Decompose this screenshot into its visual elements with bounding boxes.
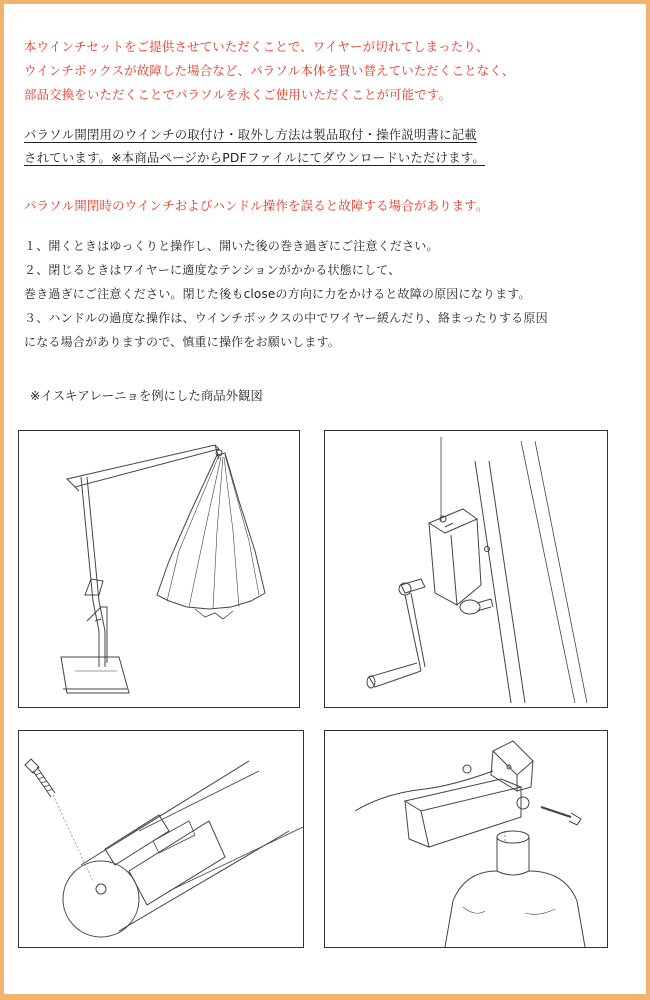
bracket-bolt-icon	[325, 731, 607, 947]
manual-note-line-2: されています。※本商品ページからPDFファイルにてダウンロードいただけます。	[24, 150, 485, 165]
parasol-figure-panel	[18, 430, 300, 708]
winch-box-handle-icon	[325, 431, 607, 707]
warning-text: パラソル開閉時のウインチおよびハンドル操作を誤ると故障する場合があります。	[24, 198, 489, 213]
instruction-line-4: ３、ハンドルの過度な操作は、ウインチボックスの中でワイヤー緩んだり、絡まったりする原因	[24, 311, 548, 325]
instruction-line-1: １、開くときはゆっくりと操作し、開いた後の巻き過ぎにご注意ください。	[24, 239, 439, 253]
instruction-line-2: ２、閉じるときはワイヤーに適度なテンションがかかる状態にして、	[24, 263, 401, 277]
intro-line-2: ウインチボックスが故障した場合など、パラソル本体を買い替えていただくことなく、	[24, 63, 515, 78]
instruction-line-3: 巻き過ぎにご注意ください。閉じた後もcloseの方向に力をかけると故障の原因になります。	[24, 287, 531, 301]
tube-figure-panel	[18, 730, 304, 948]
instruction-line-5: になる場合がありますので、慎重に操作をお願いします。	[24, 335, 341, 349]
cantilever-parasol-icon	[19, 431, 299, 707]
tube-screw-assembly-icon	[19, 731, 303, 947]
manual-note-line-1: パラソル開閉用のウインチの取付け・取外し方法は製品取付・操作説明書に記載	[24, 127, 477, 142]
intro-line-3: 部品交換をいただくことでパラソルを永くご使用いただくことが可能です。	[24, 87, 452, 102]
winch-figure-panel	[324, 430, 608, 708]
figure-caption: ※イスキアレーニョを例にした商品外観図	[30, 388, 263, 403]
intro-line-1: 本ウインチセットをご提供させていただくことで、ワイヤーが切れてしまったり、	[24, 39, 489, 54]
bracket-figure-panel	[324, 730, 608, 948]
